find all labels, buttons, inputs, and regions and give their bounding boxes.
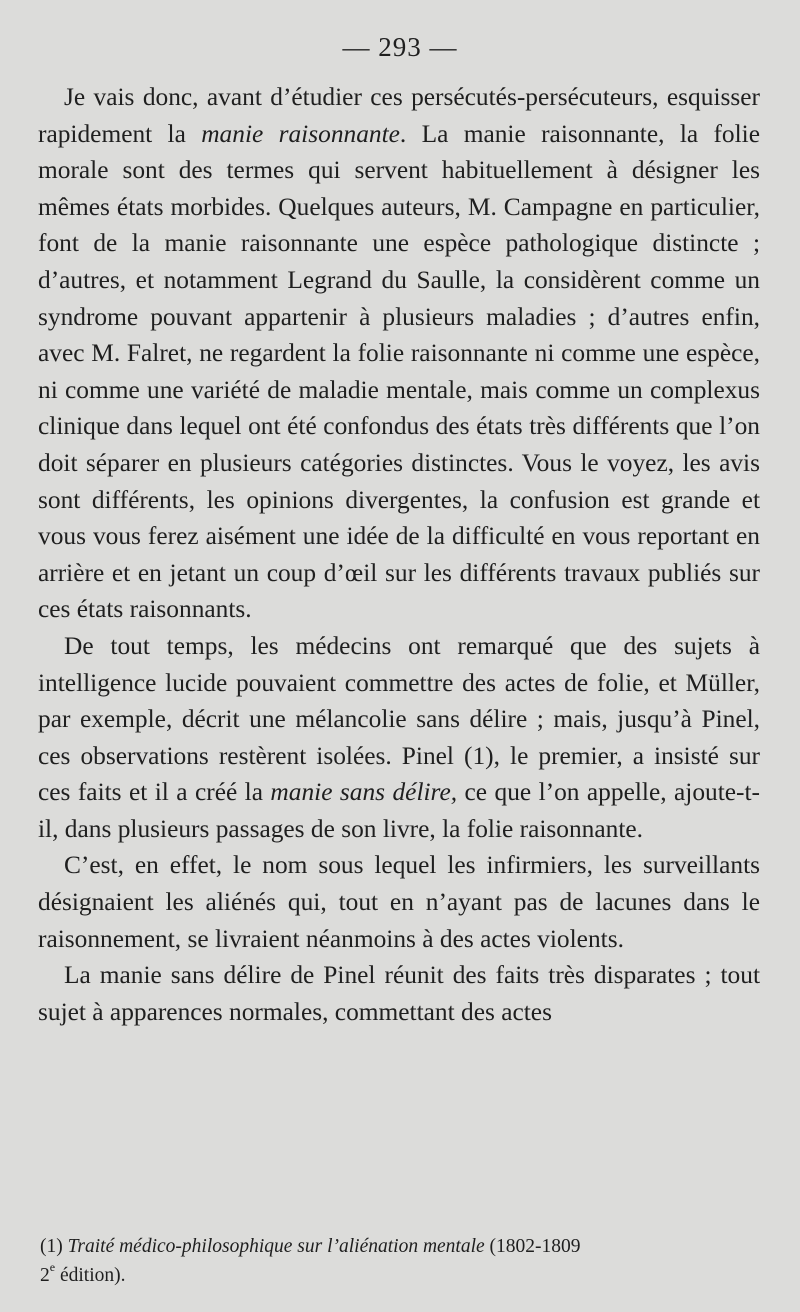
paragraph-1-italic: manie raisonnante — [201, 119, 400, 148]
paragraph-2-italic: manie sans délire, — [270, 778, 458, 807]
paragraph-2-text-a: De tout temps, les médecins ont remarqué que des sujets à intelligence lucide pouvaient commettre des actes de folie, et Müller, par exemple, décrit une mélancolie sans délire ; mais, jusqu’à Pinel, ces observations restèrent isolées. Pinel (1), le premier, a insisté sur ces faits et il a créé la — [38, 631, 760, 807]
paragraph-1-text-b: . La manie raisonnante, la folie morale sont des termes qui servent habituellement à désigner les mêmes états morbides. Quelques auteurs, M. Campagne en particulier, font de la manie raisonnante une espèce pathologique distincte ; d’autres, et notamment Legrand du Saulle, la considèrent comme un syndrome pouvant appartenir à plusieurs maladies ; d’autres enfin, avec M. Falret, ne regardent la folie raisonnante ni comme une espèce, ni comme une variété de maladie mentale, mais comme un complexus clinique dans lequel ont été confondus des états très différents que l’on doit séparer en plusieurs catégories distinctes. Vous le voyez, les avis sont différents, les opinions divergentes, la confusion est grande et vous vous ferez aisément une idée de la difficulté en vous reportant en arrière et en jetant un coup d’œil sur les différents travaux publiés sur ces états raisonnants. — [38, 119, 761, 624]
paragraph-3: C’est, en effet, le nom sous lequel les infirmiers, les surveillants désignaient les aliénés qui, tout en n’ayant pas de lacunes dans le raisonnement, se livraient néanmoins à des actes violents. — [38, 851, 760, 953]
footnote-edition-text: édition). — [55, 1265, 126, 1286]
footnote-title: Traité médico-philosophique sur l’aliénation mentale — [67, 1236, 485, 1257]
paragraph-2-text-b: ce que l’on appelle, ajoute-t-il, dans plusieurs passages de son livre, la folie raisonnante. — [38, 778, 761, 843]
paragraph-1-text-a: Je vais donc, avant d’étudier ces persécutés-persécuteurs, esquisser rapidement la — [38, 83, 760, 148]
footnote — [40, 1232, 762, 1290]
paragraph-4: La manie sans délire de Pinel réunit des faits très disparates ; tout sujet à apparences normales, commettant des actes — [38, 961, 760, 1026]
footnote-dates: (1802-1809 — [484, 1236, 581, 1257]
page-number: — 293 — — [342, 32, 458, 62]
footnote-edition-suffix: e — [49, 1260, 56, 1274]
paragraph-1 — [38, 79, 760, 628]
body-text — [38, 79, 760, 1030]
footnote-marker: (1) — [40, 1236, 68, 1257]
footnote-edition-number: 2 — [40, 1265, 50, 1286]
paragraph-2 — [38, 628, 760, 848]
